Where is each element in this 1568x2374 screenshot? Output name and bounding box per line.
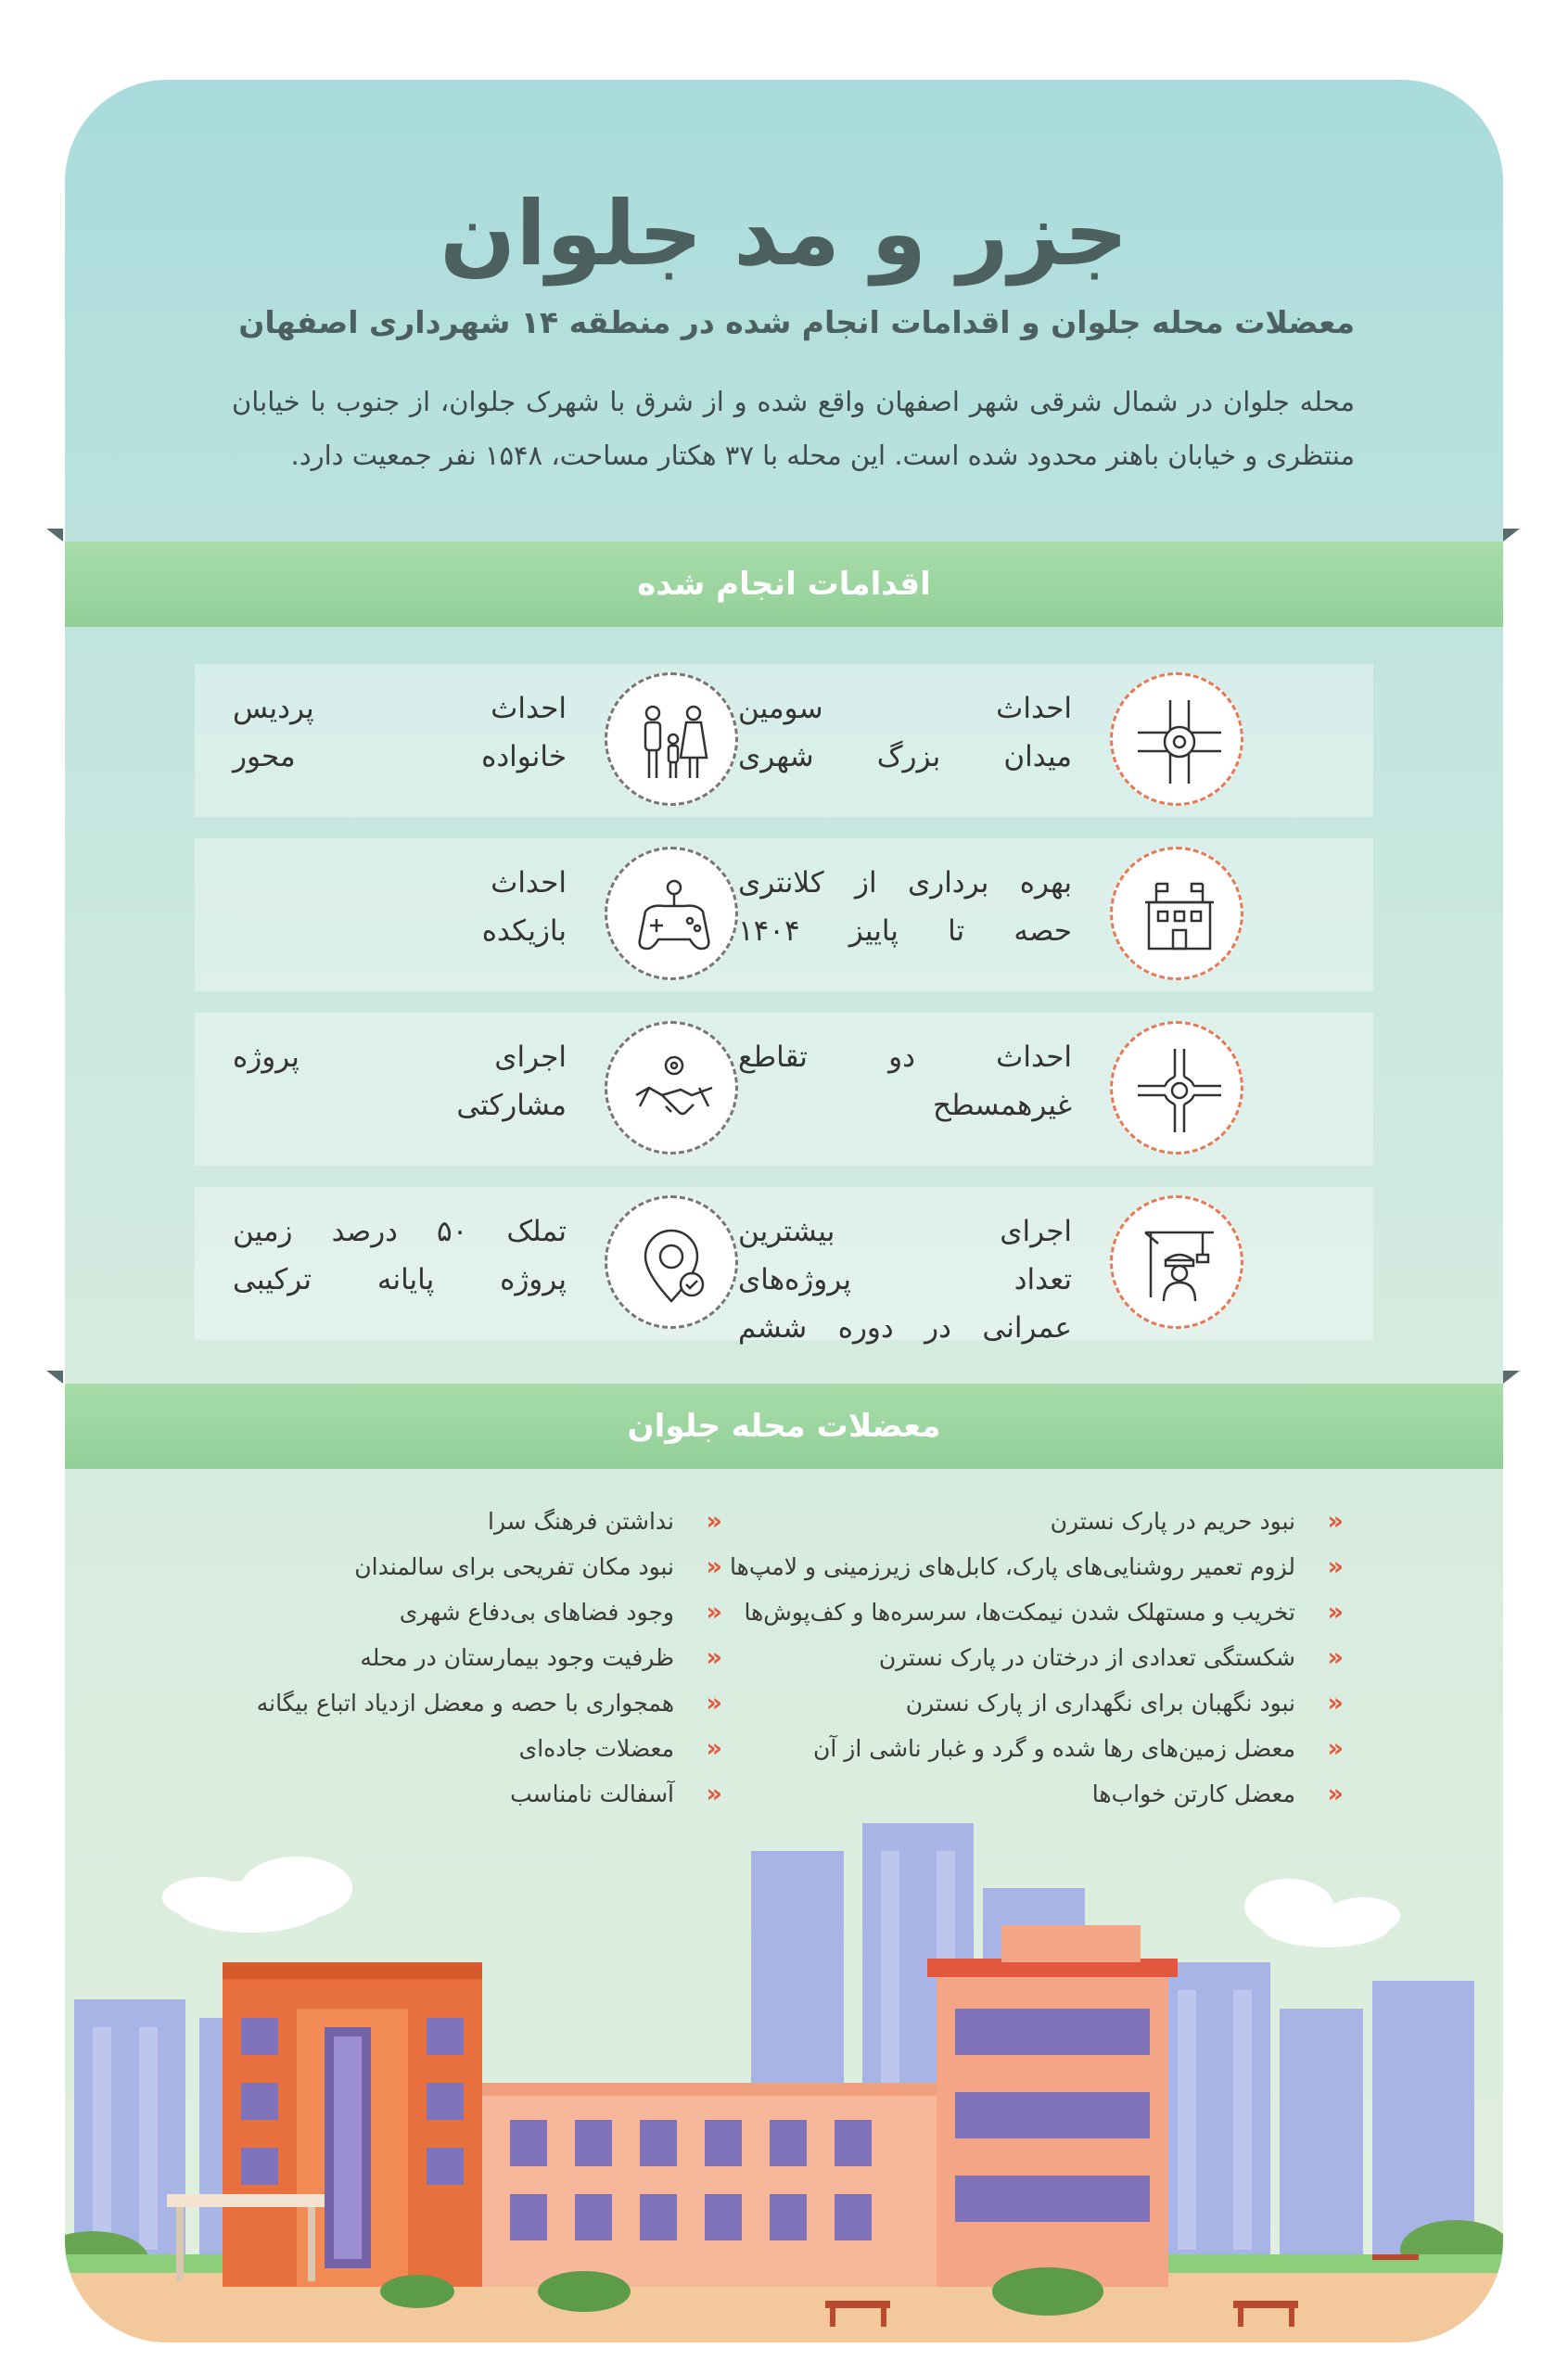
list-item [257,1544,715,1589]
police-station-icon [1110,847,1243,980]
list-item [257,1499,715,1544]
action-line: بهره برداری از کلانتری [738,866,1072,900]
chevron-left-icon: « [1327,1734,1336,1763]
problem-text: شکستگی تعدادی از درختان در پارک نسترن [878,1644,1295,1671]
gamepad-icon [605,847,738,980]
problem-text: آسفالت نامناسب [510,1780,674,1807]
chevron-left-icon: « [706,1780,715,1808]
list-item [730,1544,1336,1589]
problem-text: ظرفیت وجود بیمارستان در محله [360,1644,674,1671]
interchange-icon [1110,1021,1243,1155]
problem-text: معضل زمین‌های رها شده و گرد و غبار ناشی از آن [813,1735,1295,1762]
chevron-left-icon: « [1327,1598,1336,1627]
problems-heading: معضلات محله جلوان [627,1408,941,1445]
page-subtitle: معضلات محله جلوان و اقدامات انجام شده در منطقه ۱۴ شهرداری اصفهان [238,304,1355,340]
chevron-left-icon: « [1327,1780,1336,1808]
problem-text: معضلات جاده‌ای [518,1735,674,1762]
list-item [257,1635,715,1680]
chevron-left-icon: « [1327,1507,1336,1536]
intro-paragraph: محله جلوان در شمال شرقی شهر اصفهان واقع شده و از شرق با شهرک جلوان، از جنوب با خیابان منتظری و خیابان باهنر محدود شده است. این محله با ۳۷ هکتار مساحت، ۱۵۴۸ نفر جمعیت دارد. [232,386,1355,471]
action-line: تملک ۵۰ درصد زمین [233,1215,567,1248]
action-line: تعداد پروژه‌های [738,1263,1072,1296]
action-line: خانواده محور [233,740,567,773]
problems-list-right [730,1499,1336,1817]
action-line: پروژه پایانه ترکیبی [233,1263,567,1296]
problem-text: وجود فضاهای بی‌دفاع شهری [399,1599,674,1626]
banner-fold-right [1503,1371,1520,1384]
chevron-left-icon: « [706,1552,715,1581]
page-title: جزر و مد جلوان [440,182,1128,286]
banner-fold-right [1503,529,1520,542]
problem-text: همجواری با حصه و معضل ازدیاد اتباع بیگانه [256,1690,674,1717]
chevron-left-icon: « [706,1734,715,1763]
action-item [696,838,1243,991]
action-line: بازیکده [481,914,567,948]
banner-fold-left [46,529,63,542]
handshake-icon [605,1021,738,1155]
action-line: احداث [491,866,567,900]
actions-banner [65,542,1503,627]
list-item [257,1726,715,1771]
chevron-left-icon: « [706,1598,715,1627]
action-line: اجرای پروژه [233,1040,567,1074]
list-item [257,1680,715,1726]
action-line: غیرهمسطح [932,1089,1072,1122]
family-icon [605,672,738,806]
list-item [257,1589,715,1635]
problem-text: نبود حریم در پارک نسترن [1050,1508,1295,1535]
action-line: عمرانی در دوره ششم [738,1311,1072,1345]
list-item [730,1635,1336,1680]
location-check-icon [605,1195,738,1329]
infographic-card [65,80,1503,2342]
action-line: حصه تا پاییز ۱۴۰۴ [738,914,1072,948]
problems-list-left [257,1499,715,1817]
chevron-left-icon: « [706,1643,715,1672]
action-item [696,664,1243,817]
city-illustration [65,1786,1503,2342]
problem-text: معضل کارتن خواب‌ها [1091,1780,1295,1807]
action-item [191,1013,738,1166]
chevron-left-icon: « [1327,1643,1336,1672]
action-item [696,1013,1243,1166]
problem-text: نبود مکان تفریحی برای سالمندان [354,1553,674,1580]
action-line: احداث دو تقاطع [738,1040,1072,1074]
chevron-left-icon: « [1327,1689,1336,1717]
problems-banner [65,1384,1503,1469]
action-line: احداث سومین [738,692,1072,725]
chevron-left-icon: « [706,1689,715,1717]
list-item [730,1499,1336,1544]
list-item [730,1589,1336,1635]
chevron-left-icon: « [706,1507,715,1536]
action-item [191,664,738,817]
action-line: احداث پردیس [233,692,567,725]
chevron-left-icon: « [1327,1552,1336,1581]
roundabout-icon [1110,672,1243,806]
problem-text: لزوم تعمیر روشنایی‌های پارک، کابل‌های زیرزمینی و لامپ‌ها [730,1553,1295,1580]
problem-text: نبود نگهبان برای نگهداری از پارک نسترن [905,1690,1295,1717]
action-item [191,1187,738,1340]
action-line: اجرای بیشترین [738,1215,1072,1248]
action-item [696,1187,1243,1345]
action-line: مشارکتی [456,1089,567,1122]
actions-heading: اقدامات انجام شده [637,566,931,603]
banner-fold-left [46,1371,63,1384]
construction-icon [1110,1195,1243,1329]
list-item [730,1726,1336,1771]
action-line: میدان بزرگ شهری [738,740,1072,773]
problem-text: نداشتن فرهنگ سرا [488,1508,674,1535]
action-item [191,838,738,991]
list-item [730,1680,1336,1726]
problem-text: تخریب و مستهلک شدن نیمکت‌ها، سرسره‌ها و کف‌پوش‌ها [744,1599,1295,1626]
